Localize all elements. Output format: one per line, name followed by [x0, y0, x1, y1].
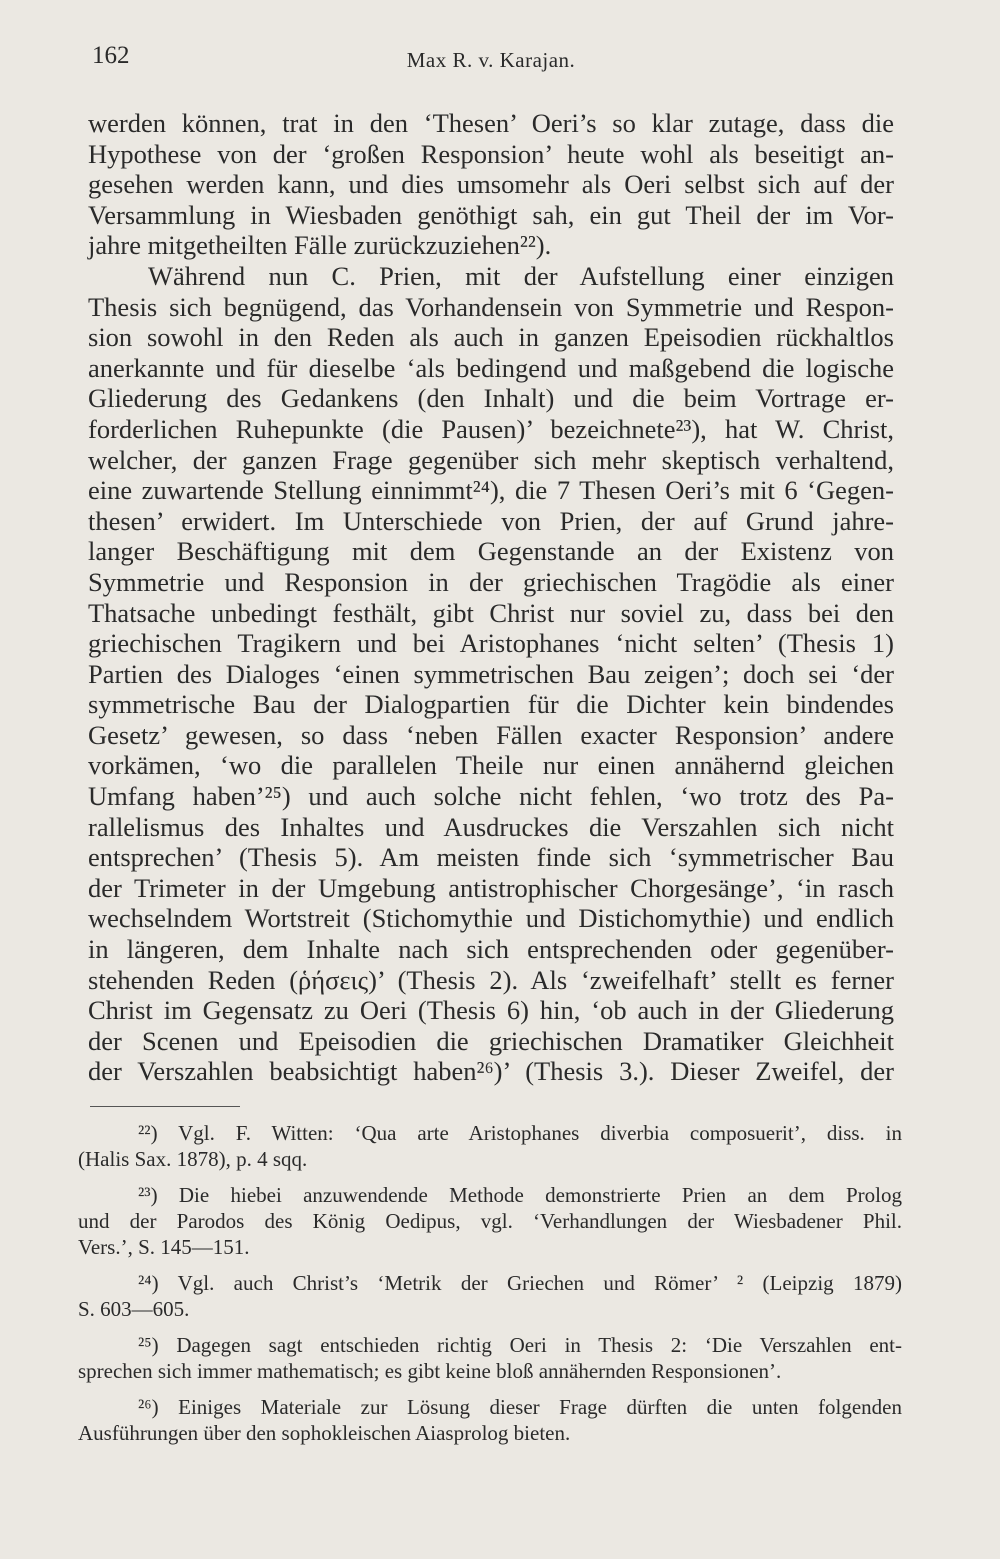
body-line: symmetrische Bau der Dialogpartien für die Dichter kein bindendes	[88, 689, 894, 720]
footnote-line: Vers.’, S. 145—151.	[78, 1235, 250, 1259]
body-line: forderlichen Ruhepunkte (die Pausen)’ bezeichnete²³), hat W. Christ,	[88, 413, 894, 444]
body-line: stehenden Reden (ῥήσεις)’ (Thesis 2). Als ‘zweifelhaft’ stellt es ferner	[88, 964, 894, 995]
body-line: anerkannte und für dieselbe ‘als bedingend und maßgebend die logische	[88, 352, 894, 383]
body-line: der Trimeter in der Umgebung antistrophischer Chorgesänge’, ‘in rasch	[88, 872, 894, 903]
body-line: vorkämen, ‘wo die parallelen Theile nur einen annähernd gleichen	[88, 750, 894, 781]
footnote-25	[78, 1332, 902, 1384]
body-line: Gliederung des Gedankens (den Inhalt) und die beim Vortrage er-	[88, 383, 894, 414]
page-number: 162	[92, 42, 130, 69]
footnote-22	[78, 1120, 902, 1172]
footnote-26	[78, 1394, 902, 1446]
body-line: welcher, der ganzen Frage gegenüber sich mehr skeptisch verhaltend,	[88, 444, 894, 475]
body-line: Christ im Gegensatz zu Oeri (Thesis 6) hin, ‘ob auch in der Gliederung	[88, 995, 894, 1026]
body-line: Gesetz’ gewesen, so dass ‘neben Fällen exacter Responsion’ andere	[88, 719, 894, 750]
body-line: langer Beschäftigung mit dem Gegenstande an der Existenz von	[88, 536, 894, 567]
body-line: eine zuwartende Stellung einnimmt²⁴), die 7 Thesen Oeri’s mit 6 ‘Gegen-	[88, 475, 894, 506]
body-line: der Verszahlen beabsichtigt haben²⁶)’ (Thesis 3.). Dieser Zweifel, der	[88, 1056, 894, 1087]
footnote-23	[78, 1182, 902, 1260]
running-head: Max R. v. Karajan.	[406, 48, 576, 72]
body-line: sion sowohl in den Reden als auch in ganzen Epeisodien rückhaltlos	[88, 322, 894, 353]
body-line: werden können, trat in den ‘Thesen’ Oeri’s so klar zutage, dass die	[88, 108, 894, 138]
footnote-line: ²⁵) Dagegen sagt entschieden richtig Oeri in Thesis 2: ‘Die Verszahlen ent-	[138, 1333, 902, 1357]
footnote-line: ²⁶) Einiges Materiale zur Lösung dieser Frage dürften die unten folgenden	[138, 1395, 902, 1419]
footnote-line: Ausführungen über den sophokleischen Aiasprolog bieten.	[78, 1421, 571, 1445]
footnote-line: ²³) Die hiebei anzuwendende Methode demonstrierte Prien an dem Prolog	[138, 1183, 902, 1207]
body-line: in längeren, dem Inhalte nach sich entsprechenden oder gegenüber-	[88, 934, 894, 965]
body-line: Thatsache unbedingt festhält, gibt Christ nur soviel zu, dass bei den	[88, 597, 894, 628]
body-line: jahre mitgetheilten Fälle zurückzuziehen²²).	[88, 230, 552, 261]
body-line: Thesis sich begnügend, das Vorhandensein von Symmetrie und Respon-	[88, 291, 894, 322]
footnote-line: ²⁴) Vgl. auch Christ’s ‘Metrik der Griechen und Römer’ ² (Leipzig 1879)	[138, 1271, 902, 1295]
body-line: Versammlung in Wiesbaden genöthigt sah, ein gut Theil der im Vor-	[88, 199, 894, 230]
body-line: griechischen Tragikern und bei Aristophanes ‘nicht selten’ (Thesis 1)	[88, 628, 894, 659]
footnote-line: S. 603—605.	[78, 1297, 190, 1321]
footnote-line: und der Parodos des König Oedipus, vgl. ‘Verhandlungen der Wiesbadener Phil.	[78, 1209, 902, 1233]
body-line: gesehen werden kann, und dies umsomehr als Oeri selbst sich auf der	[88, 169, 894, 200]
paragraph-start-line: Während nun C. Prien, mit der Aufstellung einer einzigen	[148, 260, 894, 291]
footnotes	[78, 1120, 902, 1456]
page-header	[92, 42, 890, 82]
body-line: Partien des Dialoges ‘einen symmetrischen Bau zeigen’; doch sei ‘der	[88, 658, 894, 689]
body-line: thesen’ erwidert. Im Unterschiede von Prien, der auf Grund jahre-	[88, 505, 894, 536]
body-line: Hypothese von der ‘großen Responsion’ heute wohl als beseitigt an-	[88, 138, 894, 169]
body-line: der Scenen und Epeisodien die griechischen Dramatiker Gleichheit	[88, 1025, 894, 1056]
body-text	[88, 108, 894, 1087]
body-line: Umfang haben’²⁵) und auch solche nicht fehlen, ‘wo trotz des Pa-	[88, 781, 894, 812]
body-line: wechselndem Wortstreit (Stichomythie und Distichomythie) und endlich	[88, 903, 894, 934]
body-line: rallelismus des Inhaltes und Ausdruckes die Verszahlen sich nicht	[88, 811, 894, 842]
footnote-separator	[90, 1106, 240, 1107]
footnote-24	[78, 1270, 902, 1322]
body-line: Symmetrie und Responsion in der griechischen Tragödie als einer	[88, 566, 894, 597]
footnote-line: (Halis Sax. 1878), p. 4 sqq.	[78, 1147, 308, 1171]
footnote-line: ²²) Vgl. F. Witten: ‘Qua arte Aristophanes diverbia composuerit’, diss. in	[138, 1121, 902, 1145]
footnote-line: sprechen sich immer mathematisch; es gibt keine bloß annähernden Responsionen’.	[78, 1359, 782, 1383]
body-line: entsprechen’ (Thesis 5). Am meisten finde sich ‘symmetrischer Bau	[88, 842, 894, 873]
